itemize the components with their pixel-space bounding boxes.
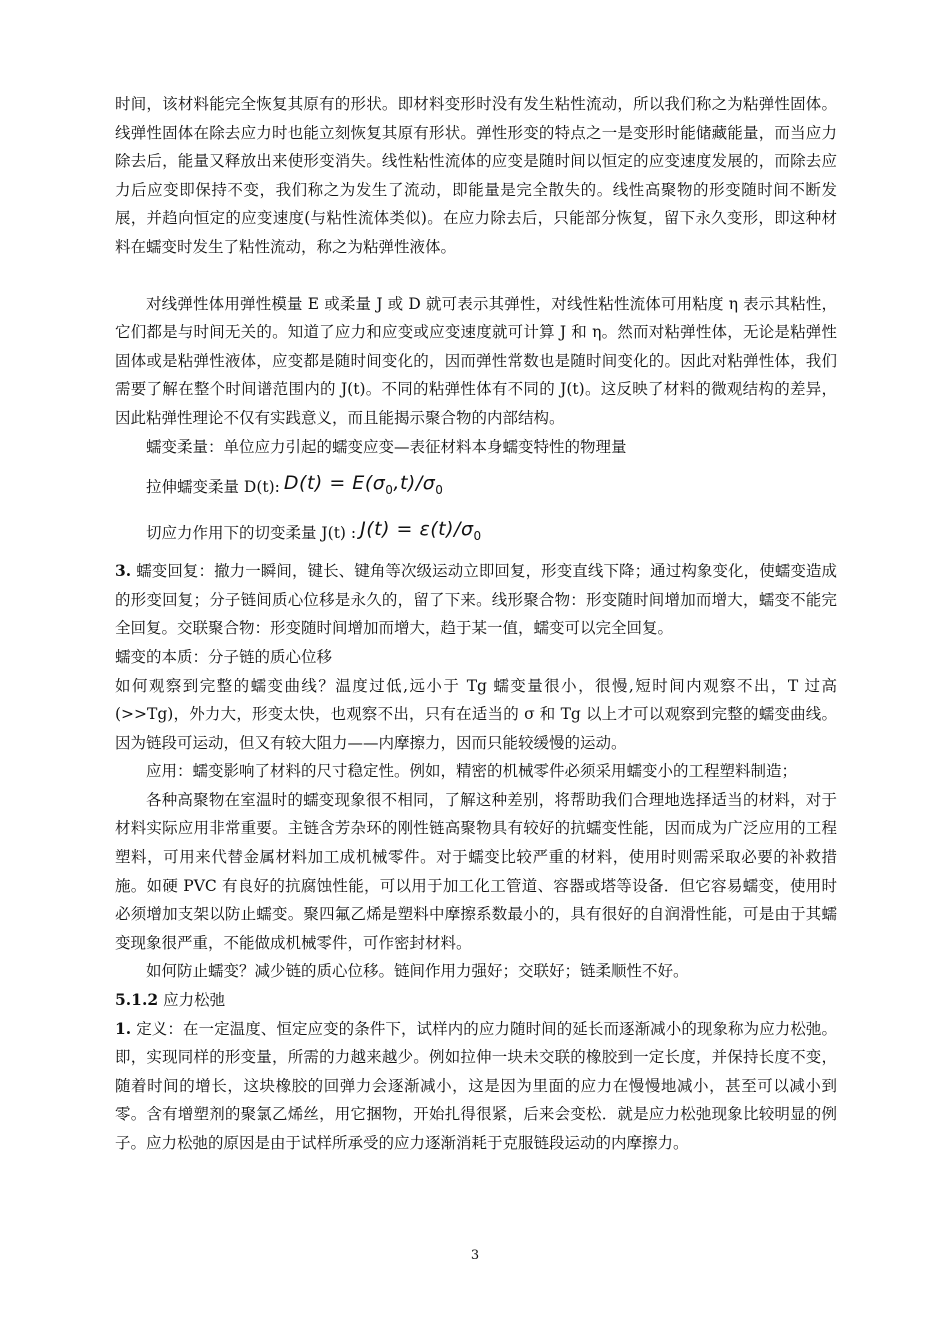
paragraph-stress-relaxation-definition [115, 1015, 837, 1158]
section-number-1: 1. [115, 1018, 132, 1038]
paragraph-creep-recovery [115, 557, 837, 643]
shear-creep-label: 切应力作用下的切变柔量 J(t) : [146, 523, 357, 542]
paragraph-polymer-creep: 各种高聚物在室温时的蠕变现象很不相同，了解这种差别，将帮助我们合理地选择适当的材料，对于材料实际应用非常重要。主链含芳杂环的刚性链高聚物具有较好的抗蠕变性能，因而成为广泛应用的工程塑料，可用来代替金属材料加工成机械零件。对于蠕变比较严重的材料，使用时则需采取必要的补救措施。如硬 PVC 有良好的抗腐蚀性能，可以用于加工化工管道、容器或塔等设备．但它容易蠕变，使用时必须增加支架以防止蠕变。聚四氟乙烯是塑料中摩擦系数最小的，具有很好的自润滑性能，可是由于其蠕变现象很严重，不能做成机械零件，可作密封材料。 [115, 790, 837, 952]
paragraph-creep-essence: 蠕变的本质：分子链的质心位移 [115, 647, 333, 666]
stress-relaxation-text: 定义：在一定温度、恒定应变的条件下，试样内的应力随时间的延长而逐渐减小的现象称为应力松弛。即，实现同样的形变量，所需的力越来越少。例如拉伸一块未交联的橡胶到一定长度，并保持长度不变，随着时间的增长，这块橡胶的回弹力会逐渐减小，这是因为里面的应力在慢慢地减小，甚至可以减小到零。含有增塑剂的聚氯乙烯丝，用它捆物，开始扎得很紧，后来会变松．就是应力松弛现象比较明显的例子。应力松弛的原因是由于试样所承受的应力逐渐消耗于克服链段运动的内摩擦力。 [115, 1019, 837, 1152]
shear-formula-sub: 0 [473, 529, 482, 544]
paragraph-creep-compliance: 蠕变柔量：单位应力引起的蠕变应变—表征材料本身蠕变特性的物理量 [146, 437, 627, 456]
paragraph-observe-creep: 如何观察到完整的蠕变曲线？温度过低,远小于 Tg 蠕变量很小，很慢,短时间内观察不出，T 过高(>>Tg)，外力大，形变太快，也观察不出，只有在适当的 σ 和 Tg 以上才可以观察到完整的蠕变曲线。因为链段可运动，但又有较大阻力——内摩擦力，因而只能较缓慢的运动。 [115, 676, 837, 752]
paragraph-gap [115, 262, 837, 290]
tensile-formula-mid: ,t)/σ [393, 472, 436, 495]
shear-formula-lhs: J(t) = ε(t)/σ [360, 518, 474, 541]
section-heading-stress-relaxation [115, 986, 837, 1015]
shear-creep-formula [360, 515, 482, 550]
page-content [115, 90, 837, 1158]
paragraph-elastic-modulus: 对线弹性体用弹性模量 E 或柔量 J 或 D 就可表示其弹性，对线性粘性流体可用粘度 η 表示其粘性，它们都是与时间无关的。知道了应力和应变或应变速度就可计算 J 和 η。然而对粘弹性体，无论是粘弹性固体或是粘弹性液体，应变都是随时间变化的，因而弹性常数也是随时间变化的。因此对粘弹性体，我们需要了解在整个时间谱范围内的 J(t)。不同的粘弹性体有不同的 J(t)。这反映了材料的微观结构的差异，因此粘弹性理论不仅有实践意义，而且能揭示聚合物的内部结构。 [115, 294, 837, 427]
paragraph-prevent-creep: 如何防止蠕变？减少链的质心位移。链间作用力强好；交联好；链柔顺性不好。 [146, 962, 689, 981]
tensile-formula-sub1: 0 [385, 483, 394, 498]
tensile-creep-formula-row [115, 465, 837, 509]
shear-creep-formula-row [115, 511, 837, 555]
paragraph-application: 应用：蠕变影响了材料的尺寸稳定性。例如，精密的机械零件必须采用蠕变小的工程塑料制造； [146, 762, 798, 781]
section-title-stress-relaxation: 应力松弛 [158, 991, 226, 1010]
creep-recovery-text: 蠕变回复：撤力一瞬间，键长、键角等次级运动立即回复，形变直线下降；通过构象变化，使蠕变造成的形变回复；分子链间质心位移是永久的，留了下来。线形聚合物：形变随时间增加而增大，蠕变不能完全回复。交联聚合物：形变随时间增加而增大，趋于某一值，蠕变可以完全回复。 [115, 562, 837, 638]
tensile-creep-label: 拉伸蠕变柔量 D(t): [146, 477, 280, 496]
page-number: 3 [470, 1248, 480, 1263]
tensile-formula-sub2: 0 [435, 483, 444, 498]
section-number-5-1-2: 5.1.2 [115, 990, 159, 1010]
tensile-creep-formula [284, 469, 444, 504]
section-number-3: 3. [115, 561, 132, 581]
tensile-formula-lhs: D(t) = E(σ [283, 472, 386, 495]
paragraph-viscoelastic-intro: 时间，该材料能完全恢复其原有的形状。即材料变形时没有发生粘性流动，所以我们称之为粘弹性固体。线弹性固体在除去应力时也能立刻恢复其原有形状。弹性形变的特点之一是变形时能储藏能量，而当应力除去后，能量又释放出来使形变消失。线性粘性流体的应变是随时间以恒定的应变速度发展的，而除去应力后应变即保持不变，我们称之为发生了流动，即能量是完全散失的。线性高聚物的形变随时间不断发展，并趋向恒定的应变速度(与粘性流体类似)。在应力除去后，只能部分恢复，留下永久变形，即这种材料在蠕变时发生了粘性流动，称之为粘弹性液体。 [115, 95, 837, 256]
